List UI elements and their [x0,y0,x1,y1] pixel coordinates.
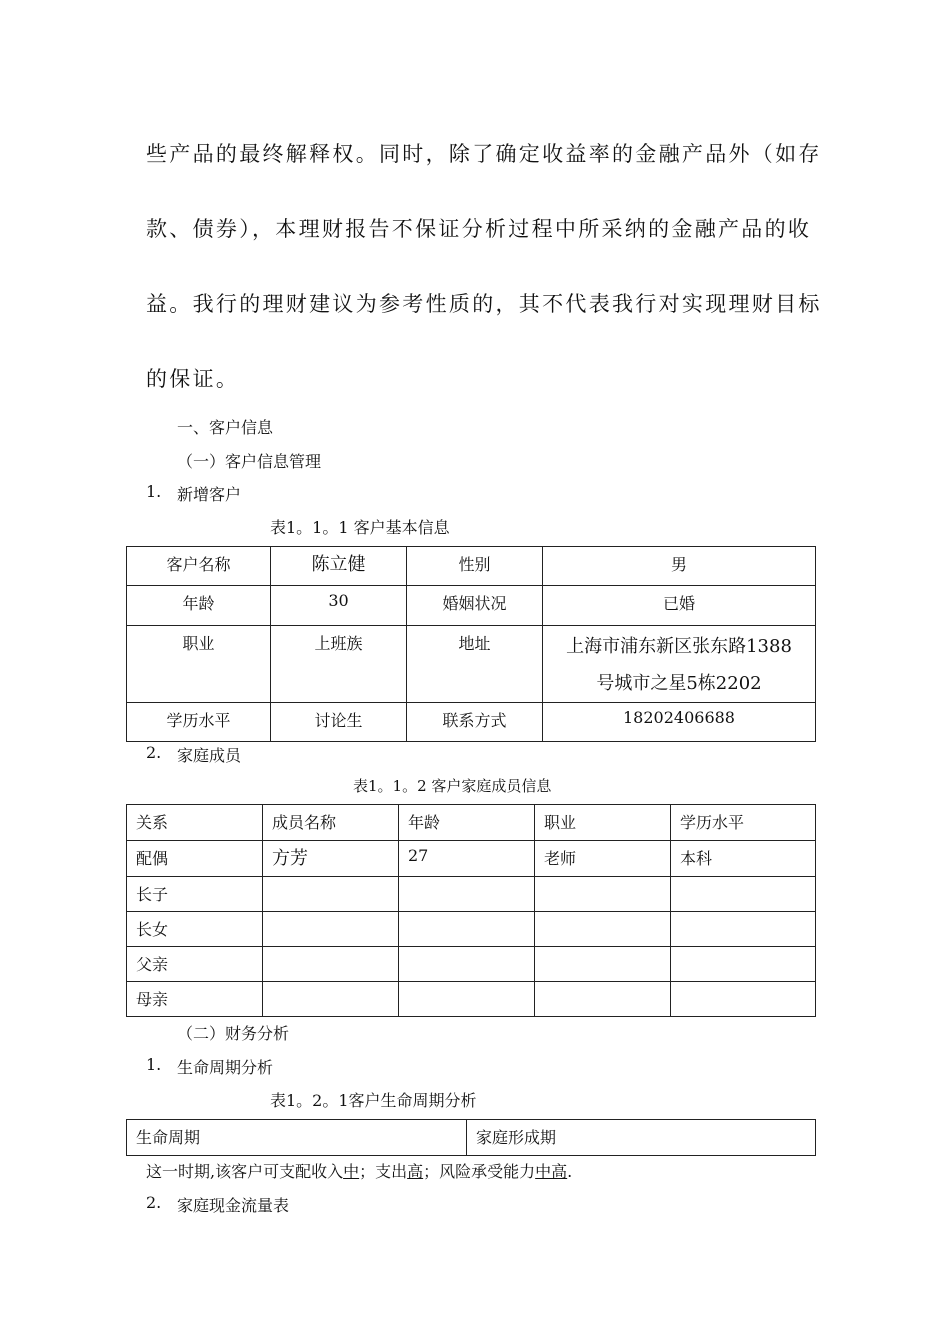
lifecycle-note [146,1159,572,1182]
cell-occupation [535,947,671,982]
cell-education: 本科 [671,841,816,877]
item-number: 1. [146,482,162,501]
expense-level: 高 [407,1162,424,1181]
address-line-2: 号城市之星5栋2202 [596,673,762,694]
subsection-heading-customer-management: （一）客户信息管理 [177,452,322,471]
item-heading-lifecycle: 生命周期分析 [177,1058,274,1077]
cell-occupation [535,912,671,947]
education-value: 讨论生 [271,703,407,742]
note-risk-label: ；风险承受能力 [423,1162,536,1181]
table-row [127,1120,816,1156]
header-occupation: 职业 [535,805,671,841]
section-heading-customer-info: 一、客户信息 [177,418,274,437]
customer-basic-info-table [126,546,816,742]
intro-line-3: 益。我行的理财建议为参考性质的，其不代表我行对实现理财目标 [146,292,822,316]
subsection-heading-financial-analysis: （二）财务分析 [177,1024,290,1043]
cell-age [399,877,535,912]
intro-line-1: 些产品的最终解释权。同时，除了确定收益率的金融产品外（如存 [146,142,822,166]
cell-relation: 长女 [127,912,263,947]
table-row [127,547,816,586]
lifecycle-value: 家庭形成期 [467,1120,816,1156]
cell-relation: 配偶 [127,841,263,877]
header-member-name: 成员名称 [263,805,399,841]
job-label: 职业 [127,626,271,703]
lifecycle-label: 生命周期 [127,1120,467,1156]
address-value [543,626,816,703]
family-members-table [126,804,816,1017]
cell-occupation: 老师 [535,841,671,877]
intro-line-4: 的保证。 [146,367,240,391]
cell-education [671,947,816,982]
table-row [127,841,816,877]
table2-caption: 表1。1。2 客户家庭成员信息 [353,777,552,795]
item-number: 2. [146,743,162,762]
table1-caption: 表1。1。1 客户基本信息 [270,518,450,537]
table-row [127,626,816,703]
note-expense-label: ；支出 [359,1162,408,1181]
table3-caption: 表1。2。1客户生命周期分析 [270,1091,477,1110]
education-label: 学历水平 [127,703,271,742]
header-age: 年龄 [399,805,535,841]
item-number: 2. [146,1193,162,1212]
lifecycle-table [126,1119,816,1156]
cell-member-name: 方芳 [263,841,399,877]
cell-age [399,982,535,1017]
table-row [127,912,816,947]
contact-value: 18202406688 [543,703,816,742]
name-value: 陈立健 [271,547,407,586]
cell-age [399,947,535,982]
table-row [127,982,816,1017]
name-label: 客户名称 [127,547,271,586]
age-label: 年龄 [127,586,271,626]
item-heading-family-members: 家庭成员 [177,746,242,765]
cell-member-name [263,982,399,1017]
contact-label: 联系方式 [407,703,543,742]
table-row [127,586,816,626]
address-label: 地址 [407,626,543,703]
item-heading-cashflow: 家庭现金流量表 [177,1196,290,1215]
cell-education [671,982,816,1017]
header-education: 学历水平 [671,805,816,841]
note-prefix: 这一时期,该客户可支配收入 [146,1162,344,1181]
item-heading-new-customer: 新增客户 [177,485,242,504]
cell-occupation [535,877,671,912]
cell-member-name [263,947,399,982]
cell-member-name [263,912,399,947]
gender-value: 男 [543,547,816,586]
table-header-row [127,805,816,841]
cell-education [671,877,816,912]
address-line-1: 上海市浦东新区张东路1388 [566,636,792,657]
table-row [127,703,816,742]
cell-occupation [535,982,671,1017]
risk-tolerance-level: 中高 [535,1162,568,1181]
cell-relation: 长子 [127,877,263,912]
cell-member-name [263,877,399,912]
cell-age [399,912,535,947]
cell-education [671,912,816,947]
marital-label: 婚姻状况 [407,586,543,626]
age-value: 30 [271,586,407,626]
cell-age: 27 [399,841,535,877]
job-value: 上班族 [271,626,407,703]
table-row [127,947,816,982]
gender-label: 性别 [407,547,543,586]
note-suffix: . [567,1162,573,1181]
cell-relation: 母亲 [127,982,263,1017]
cell-relation: 父亲 [127,947,263,982]
table-row [127,877,816,912]
income-level: 中 [343,1162,360,1181]
intro-line-2: 款、债券），本理财报告不保证分析过程中所采纳的金融产品的收 [146,217,812,241]
item-number: 1. [146,1055,162,1074]
marital-value: 已婚 [543,586,816,626]
header-relation: 关系 [127,805,263,841]
